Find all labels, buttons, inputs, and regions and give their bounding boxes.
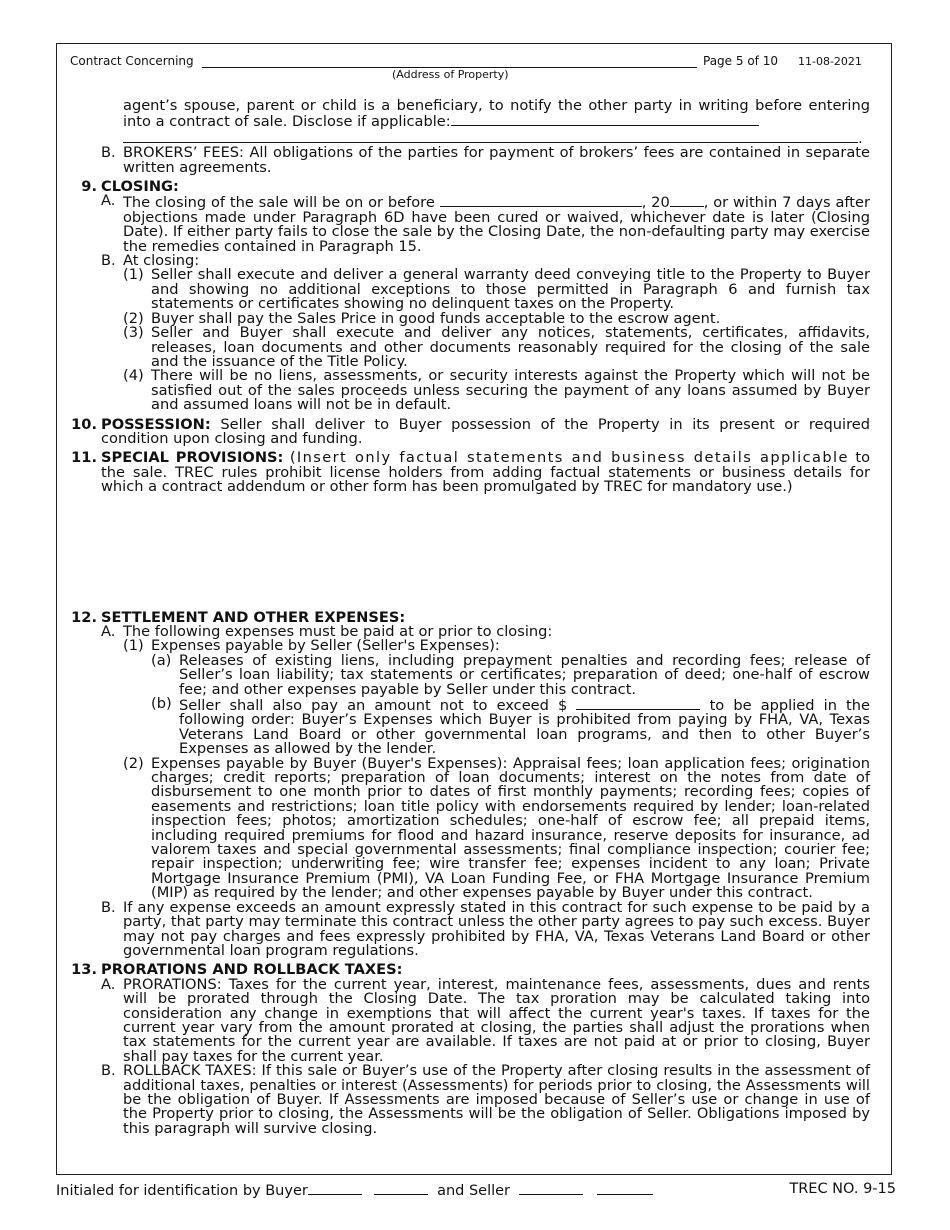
page-header (70, 54, 870, 84)
closing-item-4: (4) There will be no liens, assessments, or security interests against the Property which will not be satisfied out of the sales proceeds unless securing the payment of any loans assumed by Buyer and assumed loans will not be in default. (123, 367, 870, 414)
seller-amount-blank[interactable] (576, 697, 700, 710)
page-footer (56, 1181, 896, 1199)
closing-date-blank[interactable] (440, 194, 642, 207)
section-13-heading: 13. PRORATIONS AND ROLLBACK TAXES: (71, 961, 403, 979)
closing-date-clause: A. The closing of the sale will be on or before , 20 , or within 7 days after objections made under Paragraph 6D have been cured or waived, whichever date is later (Closing Date). If either party fails to close the sale by the Closing Date, the non-defaulting party may exercise the remedies contained in Paragraph 15. (101, 192, 870, 255)
buyer-expenses: (2) Expenses payable by Buyer (Buyer's Expenses): Appraisal fees; loan application fees; origination charges; credit reports; preparation of loan documents; interest on the notes from date of disbursement to one month prior to dates of first monthly payments; recording fees; copies of easements and restrictions; loan title policy with endorsements required by lender; loan-related inspection fees; photos; amortization schedules; one-half of escrow fee; all prepaid items, including required premiums for flood and hazard insurance, reserve deposits for insurance, ad valorem taxes and special governmental assessments; final compliance inspection; courier fee; repair inspection; underwriting fee; wire transfer fee; expenses incident to any loan; Private Mortgage Insurance Premium (PMI), VA Loan Funding Fee, or FHA Mortgage Insurance Premium (MIP) as required by the lender; and other expenses payable by Buyer under this contract. (123, 754, 870, 902)
prorations-clause: A. PRORATIONS: Taxes for the current year, interest, maintenance fees, assessments, dues and rents will be prorated through the Closing Date. The tax proration may be calculated taking into consideration any change in exemptions that will affect the current year's taxes. If taxes for the current year vary from the amount prorated at closing, the parties shall adjust the prorations when tax statements for the current year are available. If taxes are not paid at or prior to closing, Buyer shall pay taxes for the current year. (101, 975, 870, 1065)
at-closing-clause: B. At closing: (101, 252, 200, 270)
excess-expense-clause: B. If any expense exceeds an amount expressly stated in this contract for such expense to be paid by a party, that party may terminate this contract unless the other party agrees to pay such excess. Buyer may not pay charges and fees expressly prohibited by FHA, VA, Texas Veterans Land Board or other governmental loan program regulations. (101, 898, 870, 959)
disclose-blank-2[interactable] (123, 130, 858, 143)
closing-item-3: (3) Seller and Buyer shall execute and deliver any notices, statements, certificates, affidavits, releases, loan documents and other documents reasonably required for the closing of the sale and the issuance of the Title Policy. (123, 324, 870, 370)
section-11-special-provisions: 11. SPECIAL PROVISIONS: (Insert only factual statements and business details applicable to the sale. TREC rules prohibit license holders from adding factual statements or business details for which a contract addendum or other form has been promulgated by TREC for mandatory use.) (71, 449, 870, 496)
brokers-fees-clause: B. BROKERS’ FEES: All obligations of the parties for payment of brokers’ fees are contained in separate written agreements. (101, 144, 870, 176)
closing-year-blank[interactable] (670, 194, 704, 207)
seller-initial-1[interactable] (519, 1181, 583, 1195)
section-12-heading: 12. SETTLEMENT AND OTHER EXPENSES: (71, 608, 406, 626)
address-caption: (Address of Property) (392, 68, 509, 81)
trec-form-number: TREC NO. 9-15 (789, 1181, 896, 1197)
form-date: 11-08-2021 (798, 55, 862, 68)
closing-item-2: (2) Buyer shall pay the Sales Price in good funds acceptable to the escrow agent. (123, 309, 721, 327)
seller-expenses-heading: (1) Expenses payable by Seller (Seller's Expenses): (123, 637, 500, 655)
section-9-heading: 9. CLOSING: (81, 178, 179, 196)
section-10-possession: 10. POSSESSION: Seller shall deliver to Buyer possession of the Property in its present or required condition upon closing and funding. (71, 415, 870, 447)
seller-initial-2[interactable] (597, 1181, 653, 1195)
page-number: Page 5 of 10 (703, 54, 778, 68)
special-provisions-space[interactable] (67, 495, 870, 611)
closing-item-1: (1) Seller shall execute and deliver a general warranty deed conveying title to the Property to Buyer and showing no additional exceptions to those permitted in Paragraph 6 and furnish tax statements or certificates showing no delinquent taxes on the Property. (123, 266, 870, 313)
contract-body (67, 99, 870, 1136)
and-seller-label: and Seller (437, 1183, 511, 1199)
rollback-taxes-clause: B. ROLLBACK TAXES: If this sale or Buyer’s use of the Property after closing results in the assessment of additional taxes, penalties or interest (Assessments) for periods prior to closing, the Assessments will be the obligation of Buyer. If Assessments are imposed because of Seller’s use or change in use of the Property prior to closing, the Assessments will be the obligation of Seller. Obligations imposed by this paragraph will survive closing. (101, 1062, 870, 1137)
disclose-blank-1[interactable] (451, 113, 759, 126)
initialed-label: Initialed for identification by Buyer (56, 1183, 308, 1199)
seller-expenses-b: (b) Seller shall also pay an amount not to exceed $ to be applied in the following order: Buyer’s Expenses which Buyer is prohibited from paying by FHA, VA, Texas Veterans Land Board or other governmental loan programs, and then to other Buyer’s Expenses as allowed by the lender. (151, 695, 871, 758)
buyer-initial-1[interactable] (308, 1181, 362, 1195)
seller-expenses-a: (a) Releases of existing liens, including prepayment penalties and recording fees; release of Seller’s loan liability; tax statements or certificates; preparation of deed; one-half of escrow fee; and other expenses payable by Seller under this contract. (151, 651, 870, 698)
buyer-initial-2[interactable] (374, 1181, 428, 1195)
continued-paragraph: agent’s spouse, parent or child is a beneficiary, to notify the other party in writing before entering into a contract of sale. Disclose if applicable: . (123, 97, 870, 147)
contract-concerning-label: Contract Concerning (70, 54, 194, 68)
expenses-intro: A. The following expenses must be paid at or prior to closing: (101, 622, 553, 640)
